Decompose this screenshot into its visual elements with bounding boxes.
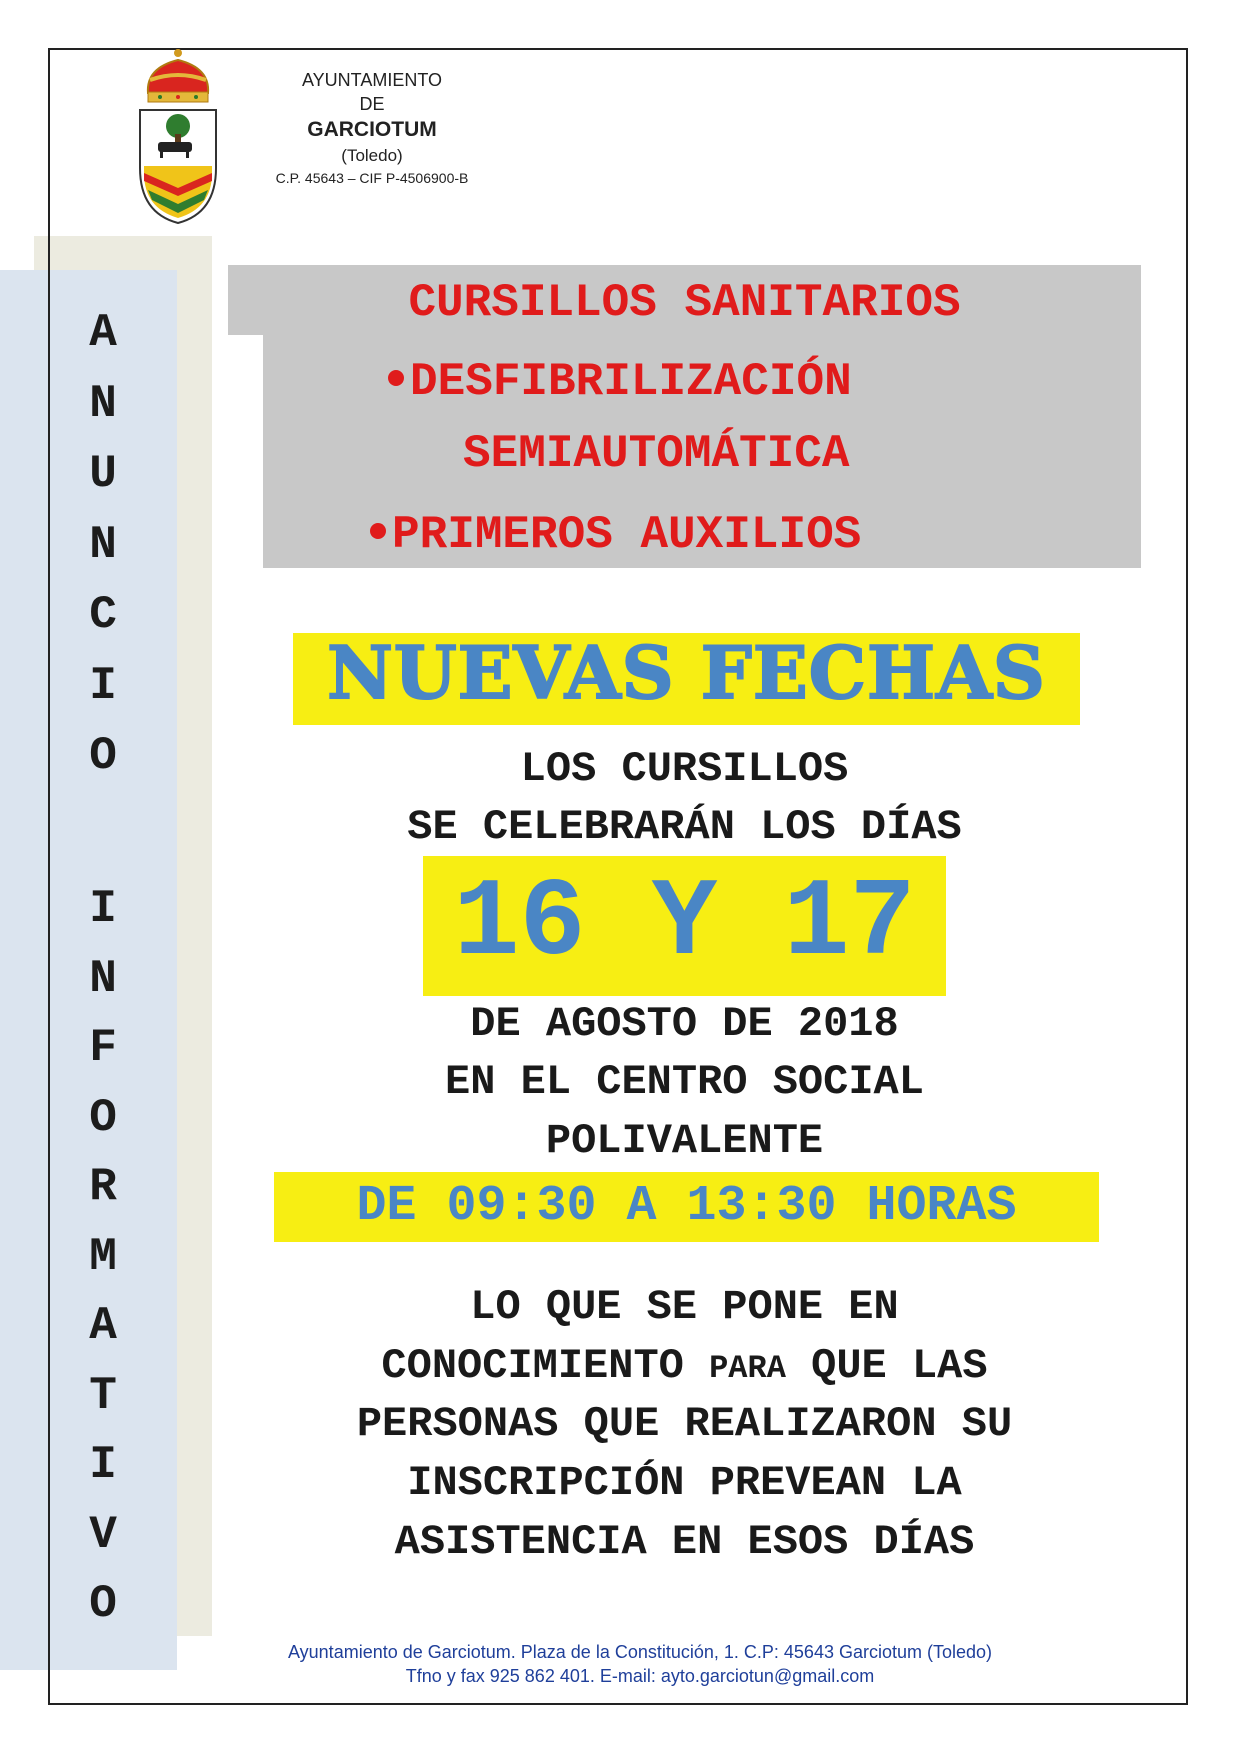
banner-letter: I [89,1439,117,1491]
banner-letter: O [89,1578,117,1630]
body-line-1: LOS CURSILLOS [520,745,849,793]
course-item-2-label: PRIMEROS AUXILIOS [392,509,862,561]
banner-letter: O [89,1091,117,1144]
body-line-3: DE AGOSTO DE 2018 [470,1000,899,1048]
notice-line-5: ASISTENCIA EN ESOS DÍAS [394,1518,975,1566]
footer-contact: Tfno y fax 925 862 401. E-mail: ayto.garciotun@gmail.com [405,1666,875,1686]
course-item-1-line1: DESFIBRILIZACIÓN [410,356,852,408]
footer-address: Ayuntamiento de Garciotum. Plaza de la Constitución, 1. C.P: 45643 Garciotum (Toledo) [287,1642,993,1662]
event-days: 16 Y 17 [453,862,916,987]
notice-line-3: PERSONAS QUE REALIZARON SU [356,1400,1013,1448]
banner-letter: A [89,1300,117,1352]
bullet-icon [388,370,404,386]
banner-letter: C [89,589,117,641]
body-line-2: SE CELEBRARÁN LOS DÍAS [407,803,962,851]
course-item-1 [388,356,852,408]
org-line1: AYUNTAMIENTO [301,70,442,90]
event-hours: DE 09:30 A 13:30 HORAS [356,1178,1017,1235]
banner-letter: T [89,1369,117,1422]
banner-letter: V [89,1508,117,1561]
body-line-4: EN EL CENTRO SOCIAL [445,1058,924,1106]
notice-line-2 [228,1342,1141,1390]
notice-line-2a: CONOCIMIENTO [381,1342,684,1390]
org-name: GARCIOTUM [307,118,437,141]
coat-of-arms-icon [128,48,228,228]
org-line2: DE [359,94,385,114]
notice-line-2c: QUE LAS [811,1342,988,1390]
banner-letter: A [89,307,117,359]
course-item-1-line2: SEMIAUTOMÁTICA [463,428,850,480]
banner-letter: U [89,448,117,500]
notice-line-4: INSCRIPCIÓN PREVEAN LA [407,1459,962,1507]
banner-letter: N [89,518,117,571]
banner-letter: F [89,1022,117,1074]
bullet-icon [370,523,386,539]
banner-letter: R [89,1161,117,1213]
headline: NUEVAS FECHAS [327,630,1046,715]
course-title: CURSILLOS SANITARIOS [408,277,961,329]
banner-letter: N [89,952,117,1005]
notice-line-2b: PARA [709,1350,786,1387]
org-ids: C.P. 45643 – CIF P-4506900-B [275,170,469,186]
banner-letter: M [89,1230,117,1283]
course-item-2 [370,509,861,561]
banner-letter: I [89,659,117,712]
banner-letter: I [89,883,117,935]
banner-letter: O [89,730,117,782]
notice-line-1: LO QUE SE PONE EN [470,1283,899,1331]
body-line-5: POLIVALENTE [545,1117,824,1165]
banner-letter: N [89,377,117,430]
org-province: (Toledo) [341,146,403,165]
